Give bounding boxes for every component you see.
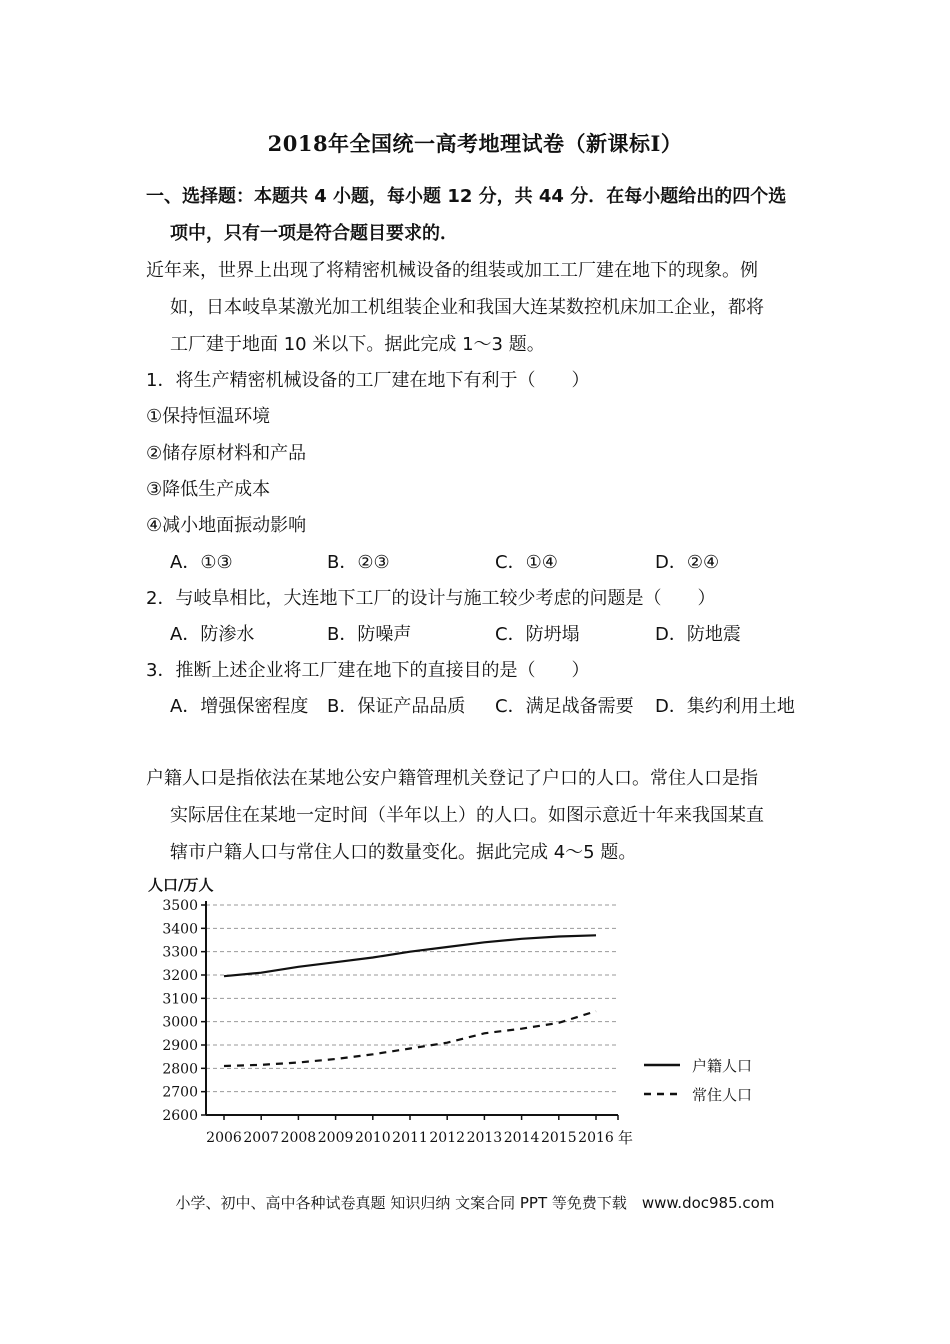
passage1-line3: 工厂建于地面 10 米以下。据此完成 1～3 题。 (170, 334, 545, 355)
x-tick-label: 2009 (317, 1130, 354, 1146)
question-2-option-c: C．防坍塌 (495, 624, 580, 645)
question-2-stem: 2．与岐阜相比，大连地下工厂的设计与施工较少考虑的问题是（ ） (146, 588, 716, 609)
passage1-line1: 近年来，世界上出现了将精密机械设备的组装或加工工厂建在地下的现象。例 (146, 260, 758, 281)
question-1-item: ①保持恒温环境 (146, 406, 271, 427)
page-title: 2018年全国统一高考地理试卷（新课标I） (267, 131, 683, 156)
question-1-item: ②储存原材料和产品 (146, 443, 307, 464)
passage2-line2: 实际居住在某地一定时间（半年以上）的人口。如图示意近十年来我国某直 (170, 805, 764, 826)
series-line-huji (224, 935, 596, 976)
question-3-option-b: B．保证产品品质 (327, 696, 466, 717)
x-tick-label: 2007 (243, 1130, 280, 1146)
question-2-option-b: B．防噪声 (327, 624, 412, 645)
question-3-option-c: C．满足战备需要 (495, 696, 634, 717)
x-tick-label: 2008 (280, 1130, 317, 1146)
question-3-option-a: A．增强保密程度 (170, 696, 309, 717)
passage2-line3: 辖市户籍人口与常住人口的数量变化。据此完成 4～5 题。 (170, 842, 637, 863)
y-axis-label: 人口/万人 (148, 876, 214, 894)
y-tick-label: 3500 (162, 898, 198, 914)
question-1-option-d: D．②④ (655, 552, 720, 573)
x-tick-label: 2010 (354, 1130, 391, 1146)
population-chart (140, 868, 800, 1158)
question-3-option-d: D．集约利用土地 (655, 696, 795, 717)
question-2-option-d: D．防地震 (655, 624, 741, 645)
question-1-item: ④减小地面振动影响 (146, 515, 307, 536)
footer-text: 小学、初中、高中各种试卷真题 知识归纳 文案合同 PPT 等免费下载 www.doc985.com (175, 1194, 775, 1212)
section-heading-line1: 一、选择题：本题共 4 小题，每小题 12 分，共 44 分．在每小题给出的四个选 (146, 186, 787, 207)
y-tick-label: 2900 (162, 1038, 198, 1054)
legend-label: 户籍人口 (692, 1057, 753, 1075)
x-tick-label: 2006 (206, 1130, 242, 1146)
x-tick-label: 2016 (578, 1130, 614, 1146)
question-1-item: ③降低生产成本 (146, 479, 271, 500)
y-tick-label: 3400 (162, 921, 198, 938)
question-1-option-c: C．①④ (495, 552, 558, 573)
x-axis-label: 年 (618, 1129, 634, 1147)
y-tick-label: 2600 (162, 1108, 198, 1124)
question-2-option-a: A．防渗水 (170, 624, 255, 645)
passage1-line2: 如，日本岐阜某激光加工机组装企业和我国大连某数控机床加工企业，都将 (170, 297, 764, 318)
passage2-line1: 户籍人口是指依法在某地公安户籍管理机关登记了户口的人口。常住人口是指 (146, 768, 758, 789)
y-tick-label: 3200 (162, 968, 198, 984)
y-tick-label: 2700 (162, 1084, 198, 1101)
question-1-option-b: B．②③ (327, 552, 390, 573)
legend-label: 常住人口 (692, 1086, 753, 1104)
y-tick-label: 2800 (162, 1061, 198, 1078)
y-tick-label: 3100 (162, 991, 198, 1008)
x-tick-label: 2013 (466, 1130, 503, 1146)
question-3-stem: 3．推断上述企业将工厂建在地下的直接目的是（ ） (146, 660, 590, 681)
x-tick-label: 2015 (540, 1130, 577, 1146)
series-line-changzhu (224, 1011, 596, 1066)
y-tick-label: 3000 (162, 1014, 198, 1031)
section-heading-line2: 项中，只有一项是符合题目要求的． (170, 223, 458, 244)
x-tick-label: 2014 (503, 1130, 540, 1146)
x-tick-label: 2011 (392, 1130, 428, 1146)
question-1-option-a: A．①③ (170, 552, 233, 573)
x-tick-label: 2012 (429, 1130, 466, 1146)
y-tick-label: 3300 (162, 944, 198, 961)
question-1-stem: 1．将生产精密机械设备的工厂建在地下有利于（ ） (146, 370, 590, 391)
